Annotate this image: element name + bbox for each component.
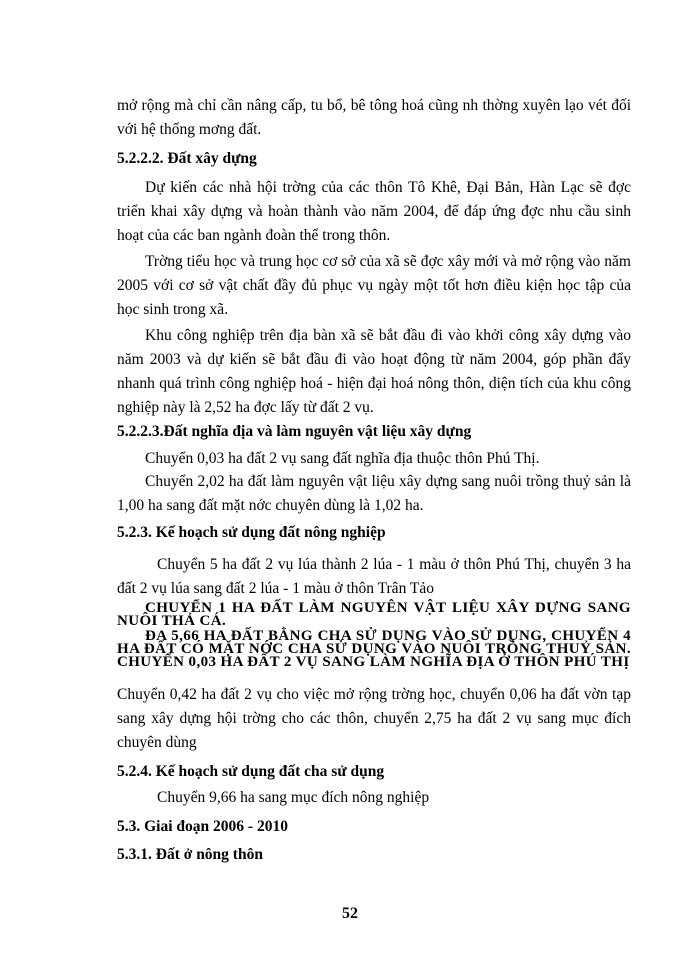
page-number: 52 [342,905,358,922]
paragraph-meeting-halls: Dự kiến các nhà hội trờng của các thôn Tô Khê, Đại Bản, Hàn Lạc sẽ đợc triển khai xây dựng và hoàn thành vào năm 2004, để đáp ứng đợc nhu cầu sinh hoạt của các ban ngành đoàn thể trong thôn. [117,179,631,244]
paragraph-unused-to-agriculture: Chuyển 9,66 ha sang mục đích nông nghiệp [157,789,430,806]
heading-agricultural-plan: 5.2.3. Kế hoạch sử dụng đất nông nghiệp [117,524,386,541]
heading-rural-residential-land: 5.3.1. Đất ở nông thôn [117,846,263,863]
paragraph-aquaculture-transfer: Chuyển 2,02 ha đất làm nguyên vật liệu xây dựng sang nuôi trồng thuỷ sản là 1,00 ha sang đất mặt nớc chuyên dùng là 1,02 ha. [117,473,631,514]
heading-unused-land-plan: 5.2.4. Kế hoạch sử dụng đất cha sử dụng [117,763,385,780]
paragraph-school-expansion: Chuyển 0,42 ha đất 2 vụ cho việc mở rộng trờng học, chuyển 0,06 ha đất vờn tạp sang xây dựng hội trờng cho các thôn, chuyển 2,75 ha đất 2 vụ sang mục đích chuyên dùng [117,686,631,751]
heading-cemetery-land: 5.2.2.3.Đất nghĩa địa và làm nguyên vật liệu xây dựng [117,423,472,440]
caps-paragraph-unused-land: ĐA 5,66 HA ĐẤT BẰNG CHA SỬ DỤNG VÀO SỬ DỤNG, CHUYỂN 4 HA ĐẤT CÓ MẶT NỚC CHA SỬ DỤNG VÀO NUÔI TRỒNG THUỶ SẢN. CHUYỂN 0,03 HA ĐẤT 2 VỤ SANG LÀM NGHĨA ĐỊA Ở THÔN PHÚ THỊ [117,628,631,670]
paragraph-canal-maintenance: mở rộng mà chỉ cần nâng cấp, tu bổ, bê tông hoá cũng nh thờng xuyên lạo vét đối với hệ thống mơng đất. [117,97,631,138]
caps-paragraph-fish-farming: CHUYỂN 1 HA ĐẤT LÀM NGUYÊN VẬT LIỆU XÂY DỰNG SANG NUÔI THẢ CÁ. [117,600,631,629]
heading-period-2006-2010: 5.3. Giai đoạn 2006 - 2010 [117,818,288,835]
paragraph-cemetery-transfer: Chuyển 0,03 ha đất 2 vụ sang đất nghĩa địa thuộc thôn Phú Thị. [145,450,540,467]
heading-construction-land: 5.2.2.2. Đất xây dựng [117,150,257,167]
paragraph-industrial-zone: Khu công nghiệp trên địa bàn xã sẽ bắt đầu đi vào khởi công xây dựng vào năm 2003 và dự kiến sẽ bắt đầu đi vào hoạt động từ năm 2004, góp phần đẩy nhanh quá trình công nghiệp hoá - hiện đại hoá nông thôn, diện tích của khu công nghiệp này là 2,52 ha đợc lấy từ đất 2 vụ. [117,327,631,416]
paragraph-crop-conversion: Chuyển 5 ha đất 2 vụ lúa thành 2 lúa - 1 màu ở thôn Phú Thị, chuyển 3 ha đất 2 vụ lúa sang đất 2 lúa - 1 màu ở thôn Trân Tảo [117,556,631,597]
paragraph-schools: Trờng tiểu học và trung học cơ sở của xã sẽ đợc xây mới và mở rộng vào năm 2005 với cơ sở vật chất đầy đủ phục vụ ngày một tốt hơn điều kiện học tập của học sinh trong xã. [117,253,631,318]
